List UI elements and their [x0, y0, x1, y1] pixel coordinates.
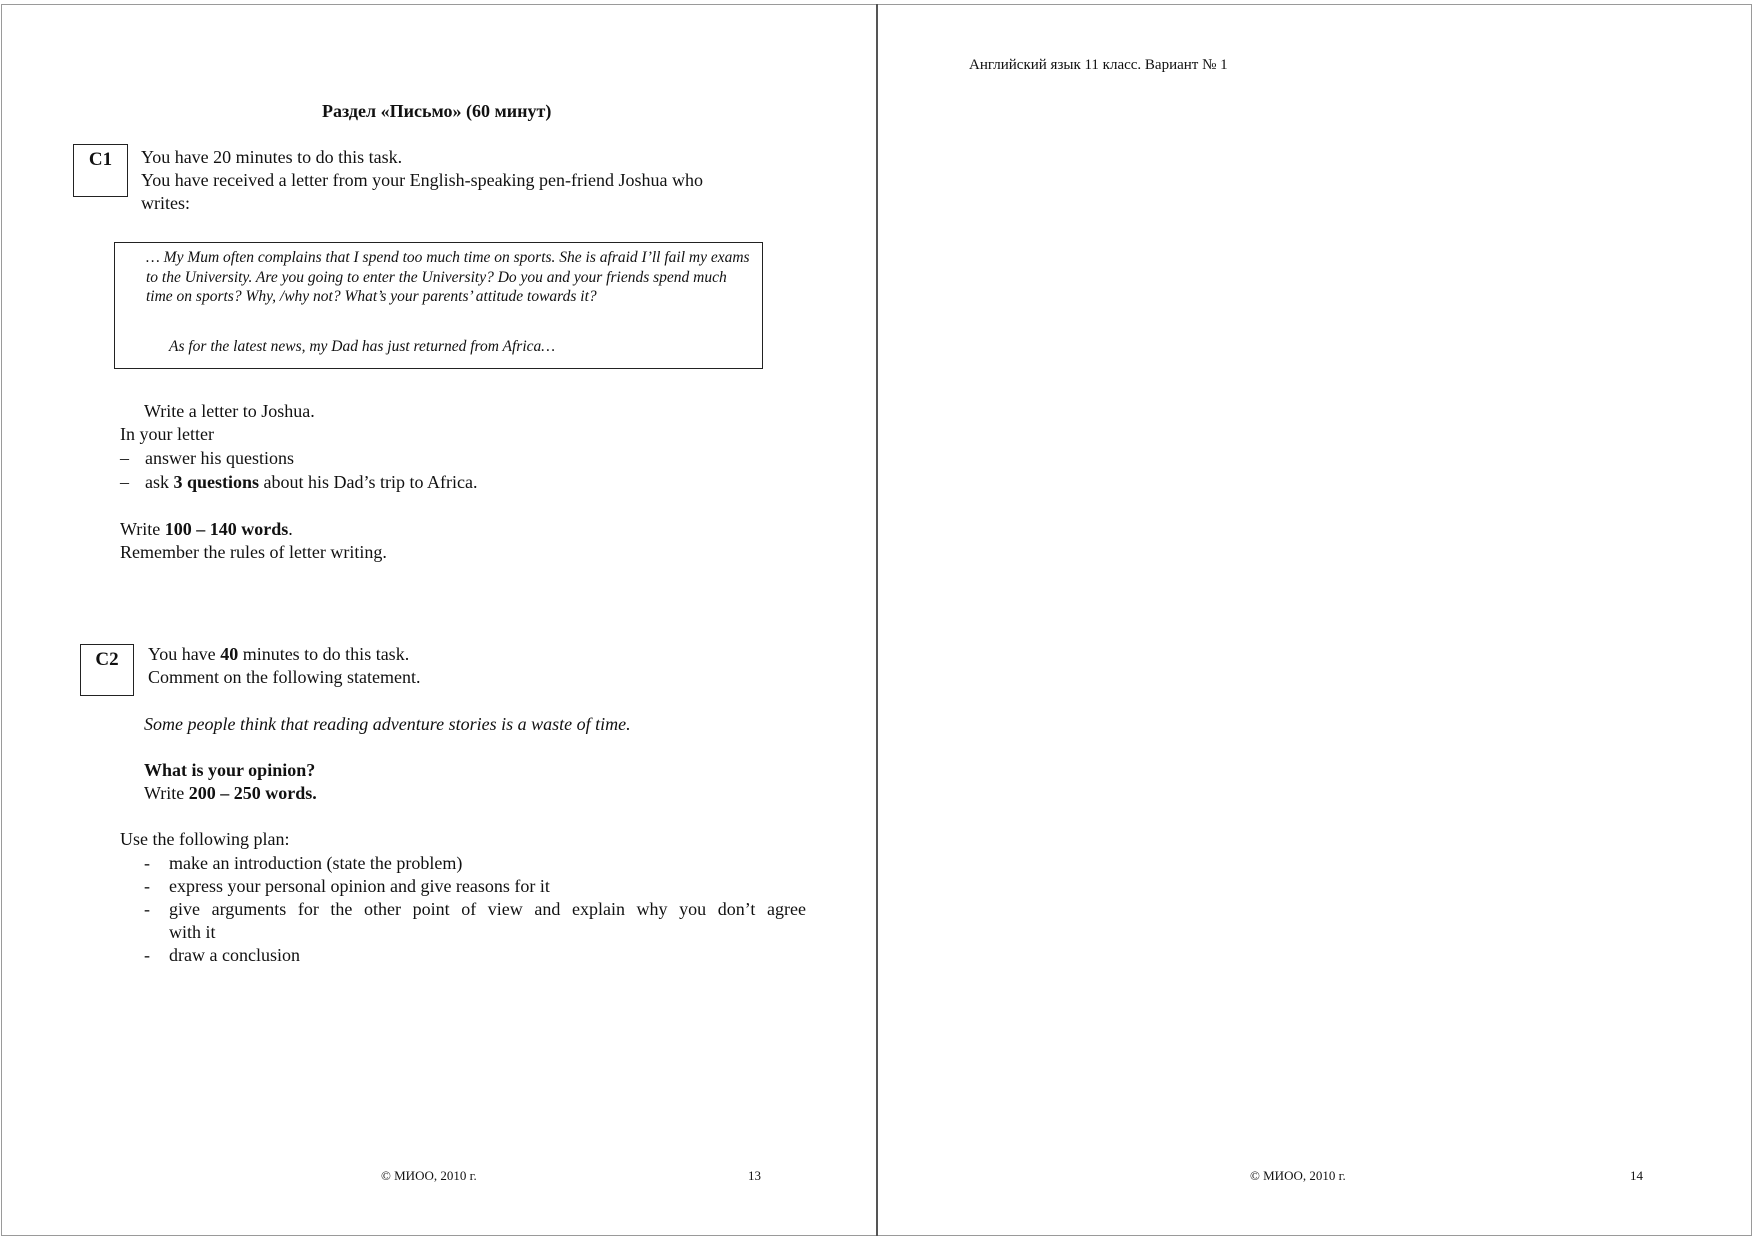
c1-remember-rules: Remember the rules of letter writing.: [120, 542, 387, 562]
footer-copyright-left: © МИОО, 2010 г.: [381, 1168, 477, 1183]
section-title: Раздел «Письмо» (60 минут): [322, 101, 552, 121]
page-number-left: 13: [748, 1168, 761, 1183]
c2-word-count-pre: Write: [144, 783, 189, 803]
c1-bullet-ask: [120, 471, 478, 494]
word-count-post: .: [288, 519, 293, 539]
plan-text-arguments: give arguments for the other point of view and explain why you don’t agree: [169, 899, 806, 919]
letter-excerpt-paragraph: … My Mum often complains that I spend too much time on sports. She is afraid I’ll fail my exams to the University. Are you going to enter the University? Do you and your friends spend much time on sports? Why, /why not? What’s your parents’ attitude towards it?: [146, 249, 750, 305]
plan-dash: -: [144, 945, 150, 965]
word-count-bold: 100 – 140 words: [164, 519, 289, 539]
footer-copyright-right: © МИОО, 2010 г.: [1250, 1168, 1346, 1183]
c1-in-your-letter: In your letter: [120, 424, 214, 444]
c1-received-line: You have received a letter from your English-speaking pen-friend Joshua who: [141, 170, 704, 190]
c2-time-line: [148, 643, 409, 666]
bullet-dash: –: [120, 448, 129, 468]
plan-dash: -: [144, 876, 150, 896]
bullet-dash: –: [120, 472, 129, 492]
c2-word-count: [144, 782, 317, 805]
bullet-text: answer his questions: [145, 448, 294, 468]
c2-comment-line: Comment on the following statement.: [148, 667, 421, 687]
c1-word-count: [120, 518, 293, 541]
bullet-text-post: about his Dad’s trip to Africa.: [259, 472, 478, 492]
letter-excerpt-news: As for the latest news, my Dad has just returned from Africa…: [169, 338, 556, 355]
plan-item: [144, 898, 169, 921]
c2-statement: Some people think that reading adventure stories is a waste of time.: [144, 714, 631, 734]
c1-bullet-answer: [120, 447, 294, 470]
task-label-c2: C2: [80, 644, 134, 696]
c2-plan-intro: Use the following plan:: [120, 829, 290, 849]
bullet-text-bold: 3 questions: [173, 472, 260, 492]
plan-text: draw a conclusion: [169, 945, 300, 965]
plan-item: [144, 852, 462, 875]
c1-writes-line: writes:: [141, 193, 190, 213]
c2-word-count-bold: 200 – 250 words.: [188, 783, 317, 803]
running-header: Английский язык 11 класс. Вариант № 1: [969, 57, 1228, 73]
plan-dash: -: [144, 853, 150, 873]
plan-text: make an introduction (state the problem): [169, 853, 463, 873]
word-count-pre: Write: [120, 519, 165, 539]
c1-write-letter: Write a letter to Joshua.: [144, 401, 315, 421]
plan-item: [144, 944, 300, 967]
page-number-right: 14: [1630, 1168, 1643, 1183]
c2-opinion-question: What is your opinion?: [144, 760, 316, 780]
letter-excerpt-box: [114, 242, 763, 369]
plan-text-continued: with it: [169, 922, 216, 942]
bullet-text-pre: ask: [145, 472, 174, 492]
plan-dash: -: [144, 899, 150, 919]
c2-time-post: minutes to do this task.: [238, 644, 410, 664]
task-label-c1: C1: [73, 144, 128, 197]
c2-time-bold: 40: [220, 644, 239, 664]
c1-time-line: You have 20 minutes to do this task.: [141, 147, 403, 167]
plan-item: [144, 875, 550, 898]
page-divider: [876, 4, 878, 1236]
plan-text: express your personal opinion and give reasons for it: [169, 876, 550, 896]
c2-time-pre: You have: [148, 644, 221, 664]
